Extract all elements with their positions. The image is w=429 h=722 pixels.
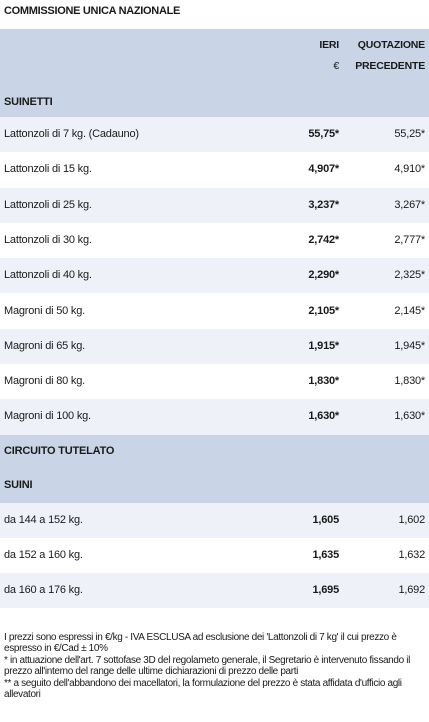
footnote-prices: I prezzi sono espressi in €/kg - IVA ESCLUSA ad esclusione dei 'Lattonzoli di 7 kg' il cui prezzo è espresso in €/Cad ± 10%: [4, 632, 397, 655]
row-value-today: 2,742*: [308, 233, 339, 246]
table-header: [0, 29, 429, 87]
row-value-today: 2,105*: [308, 304, 339, 317]
row-value-today: 1,605: [312, 514, 339, 526]
row-label: Lattonzoli di 30 kg.: [4, 233, 92, 246]
row-value-today: 2,290*: [308, 269, 339, 282]
table-row: [0, 538, 429, 573]
row-label: da 160 a 176 kg.: [4, 584, 83, 596]
row-value-today: 1,830*: [308, 375, 339, 388]
table-row: [0, 188, 429, 223]
section-circuito-tutelato: CIRCUITO TUTELATO: [0, 435, 429, 468]
row-label: da 152 a 160 kg.: [4, 549, 83, 561]
row-value-today: 1,915*: [308, 339, 339, 352]
section-suinetti: SUINETTI: [0, 87, 429, 117]
table-row: [0, 294, 429, 329]
footnote-double-asterisk: ** a seguito dell'abbandono dei macellatori, la formulazione del prezzo è stata affidata d'ufficio agli allevatori: [4, 677, 402, 701]
table-row: [0, 152, 429, 187]
row-value-prev: 1,602: [398, 514, 425, 526]
row-value-prev: 1,830*: [394, 375, 425, 388]
table-row: [0, 329, 429, 364]
row-value-prev: 1,630*: [394, 410, 425, 423]
col-header-prev-line1: QUOTAZIONE: [357, 39, 425, 51]
row-label: Magroni di 80 kg.: [4, 375, 85, 388]
row-value-today: 55,75*: [308, 128, 339, 140]
table-row: [0, 573, 429, 608]
row-label: Lattonzoli di 25 kg.: [4, 198, 92, 211]
page-title: COMMISSIONE UNICA NAZIONALE: [4, 5, 181, 17]
row-value-prev: 1,692: [398, 584, 425, 596]
row-value-today: 1,695: [312, 584, 339, 596]
row-value-prev: 3,267*: [394, 198, 425, 211]
row-value-today: 1,630*: [308, 410, 339, 423]
row-label: Lattonzoli di 15 kg.: [4, 163, 92, 176]
row-value-prev: 1,945*: [394, 339, 425, 352]
row-label: Magroni di 65 kg.: [4, 339, 85, 352]
col-header-unit: €: [333, 60, 339, 72]
row-value-prev: 2,777*: [394, 233, 425, 246]
row-value-prev: 55,25*: [394, 128, 425, 140]
table-row: [0, 364, 429, 399]
table-row: [0, 503, 429, 538]
row-value-prev: 4,910*: [394, 163, 425, 176]
row-label: da 144 a 152 kg.: [4, 514, 83, 526]
table-row: [0, 117, 429, 152]
row-value-prev: 2,145*: [394, 304, 425, 317]
col-header-prev-line2: PRECEDENTE: [355, 60, 425, 72]
row-value-today: 1,635: [312, 549, 339, 561]
table-row: [0, 399, 429, 434]
row-label: Lattonzoli di 40 kg.: [4, 269, 92, 282]
table-row: [0, 223, 429, 258]
footnote-asterisk: * in attuazione dell'art. 7 sottofase 3D del regolameto generale, il Segretario è intervenuto fissando il prezzo all'interno del range delle ultime dichiarazioni di prezzo delle parti: [4, 654, 410, 678]
row-label: Lattonzoli di 7 kg. (Cadauno): [4, 128, 139, 140]
footnotes: [4, 632, 424, 700]
row-value-today: 3,237*: [308, 198, 339, 211]
row-value-today: 4,907*: [308, 163, 339, 176]
section-suini: SUINI: [0, 468, 429, 503]
row-label: Magroni di 50 kg.: [4, 304, 85, 317]
row-value-prev: 2,325*: [394, 269, 425, 282]
row-label: Magroni di 100 kg.: [4, 410, 91, 423]
col-header-today: IERI: [319, 39, 339, 51]
row-value-prev: 1,632: [398, 549, 425, 561]
table-row: [0, 258, 429, 293]
